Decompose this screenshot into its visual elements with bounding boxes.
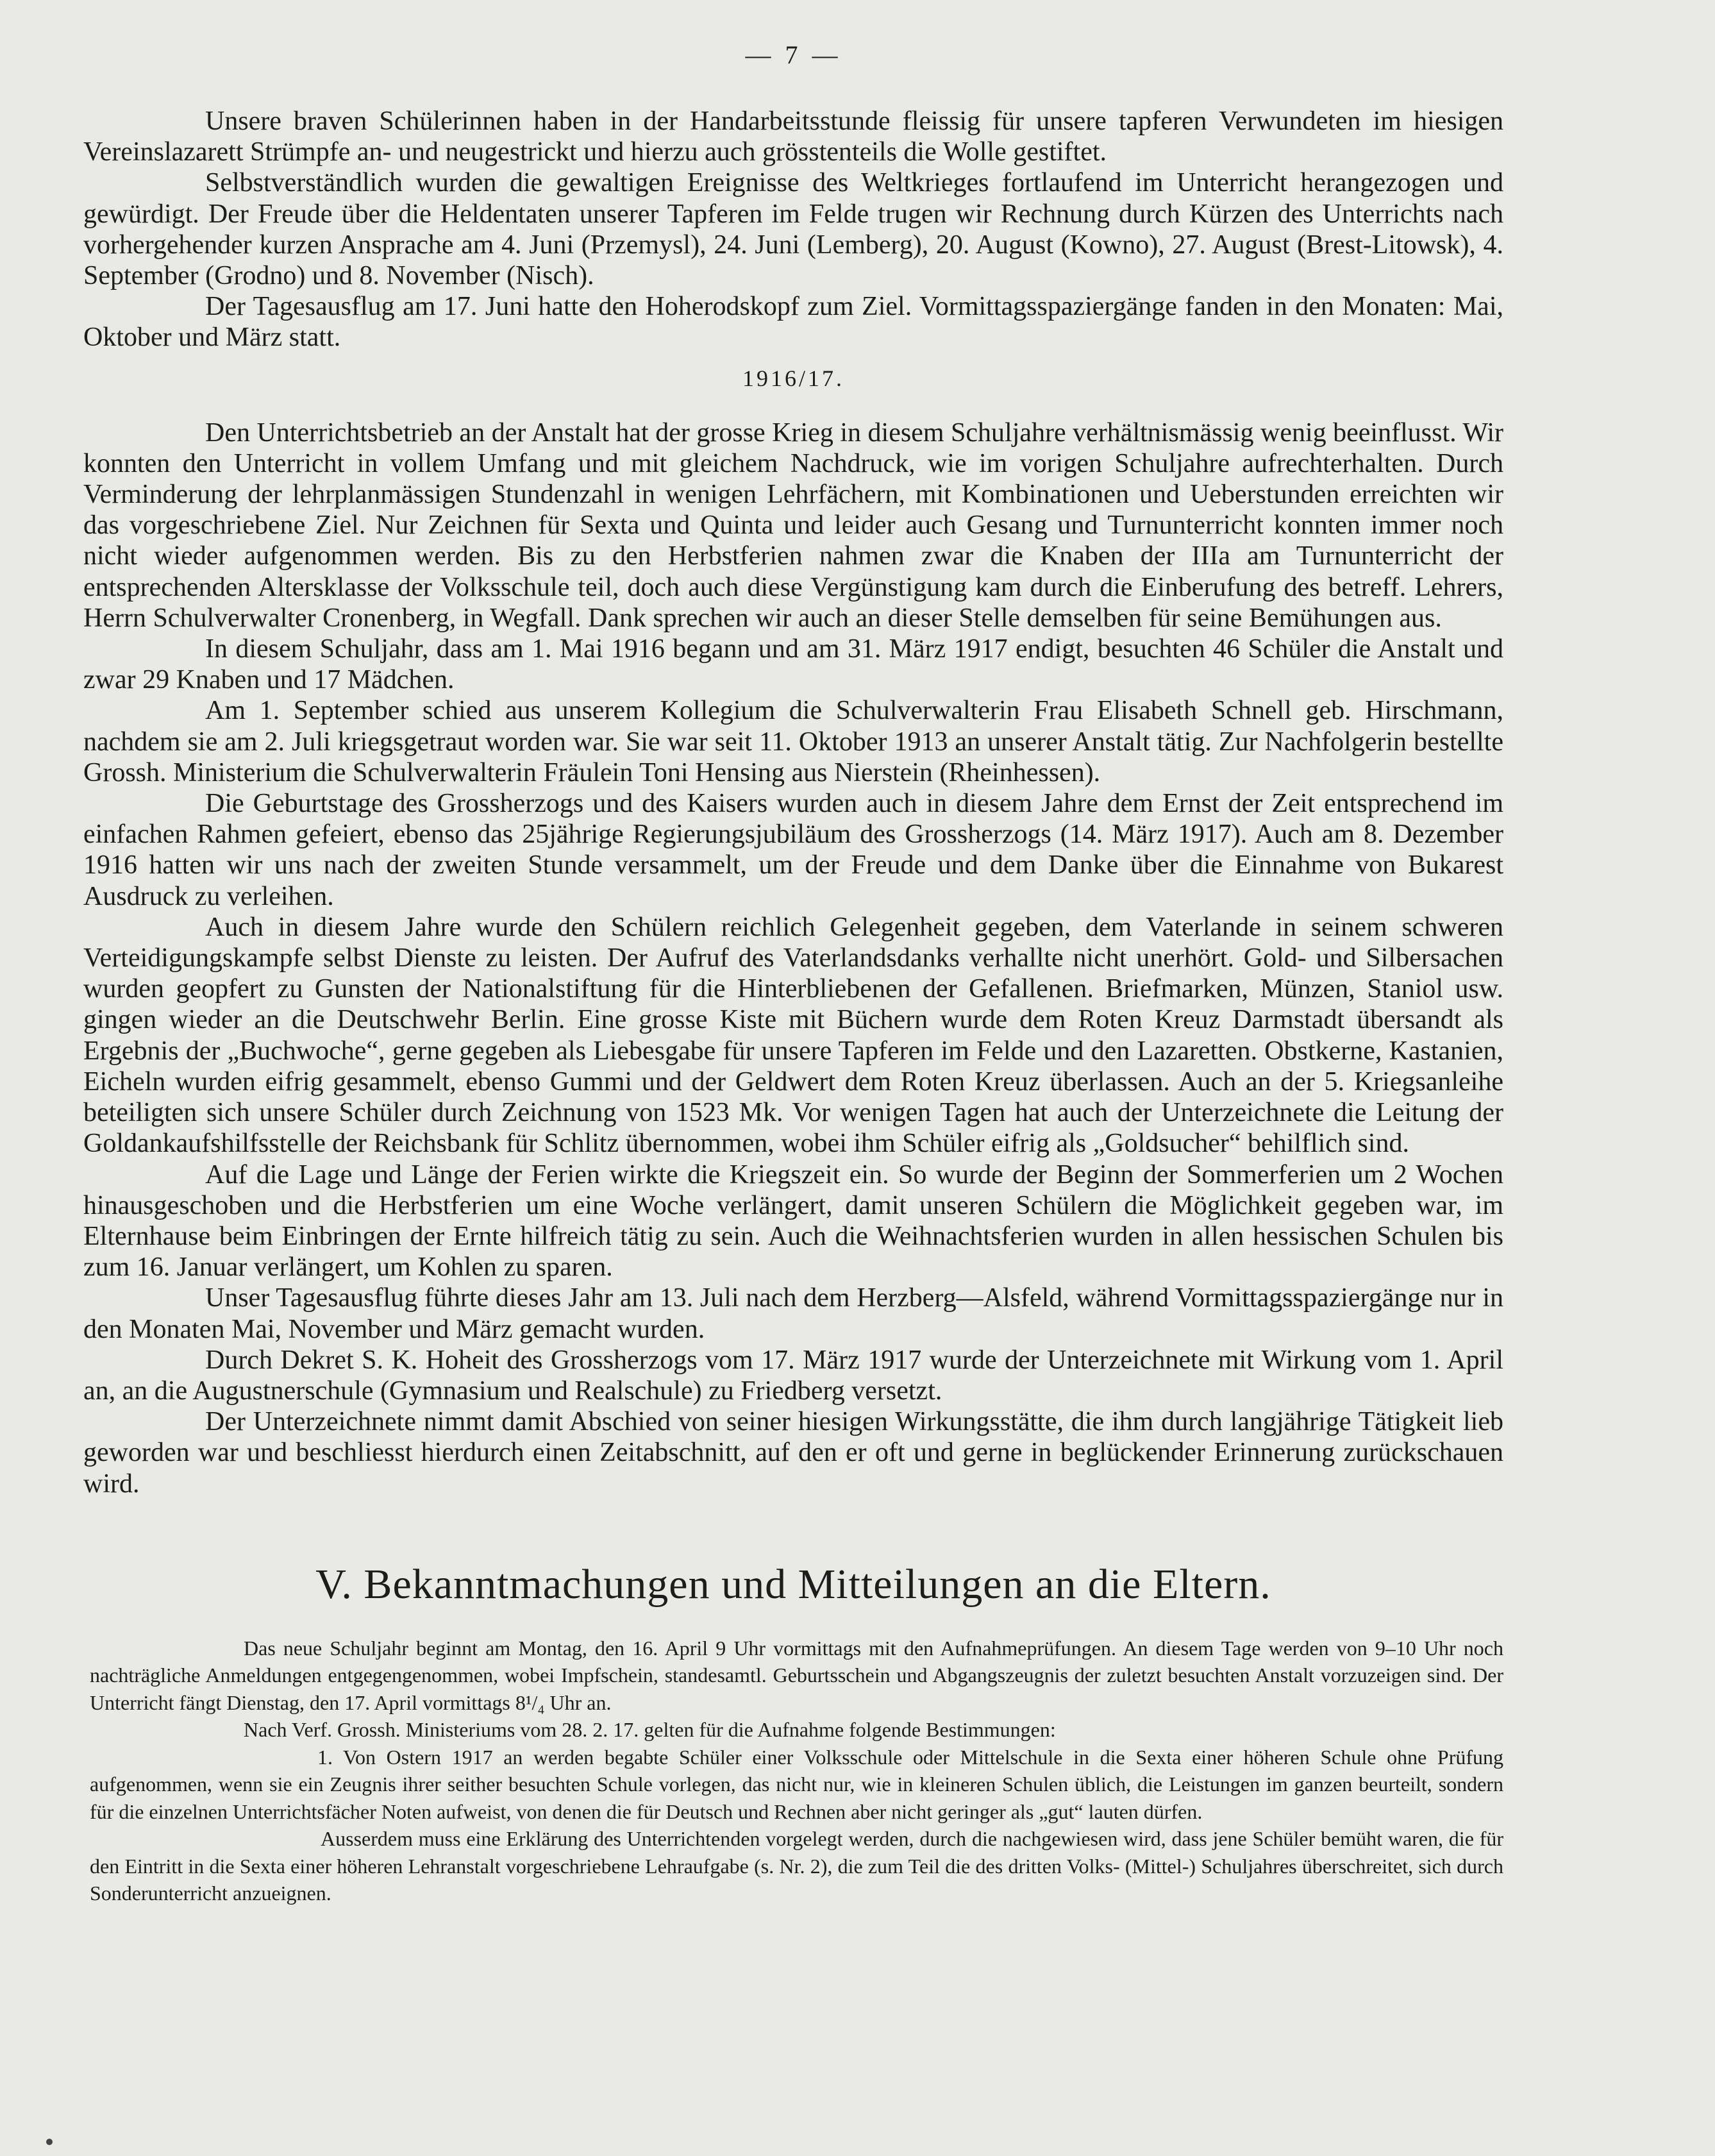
paragraph-abschied: Der Unterzeichnete nimmt damit Abschied von seiner hiesigen Wirkungsstätte, die ihm durch langjährige Tätigkeit lieb geworden war und beschliesst hierdurch einen Zeitabschnitt, auf den er oft und gerne in beglückender Erinnerung zurückschauen wird. xyxy=(83,1407,1503,1499)
paragraph-dekret: Durch Dekret S. K. Hoheit des Grossherzogs vom 17. März 1917 wurde der Unterzeichnete mit Wirkung vom 1. April an, an die Augustnerschule (Gymnasium und Realschule) zu Friedberg versetzt. xyxy=(83,1345,1503,1406)
paragraph-dienste: Auch in diesem Jahre wurde den Schülern reichlich Gelegenheit gegeben, dem Vaterlande in seinem schweren Verteidigungskampfe selbst Dienste zu leisten. Der Aufruf des Vaterlandsdanks verhallte nicht unerhört. Gold- und Silbersachen wurden geopfert zu Gunsten der Nationalstiftung für die Hinterbliebenen der Gefallenen. Briefmarken, Münzen, Staniol usw. gingen wieder an die Deutschwehr Berlin. Eine grosse Kiste mit Büchern wurde dem Roten Kreuz Darmstadt übersandt als Ergebnis der „Buchwoche“, gerne gegeben als Liebesgabe für unsere Tapferen im Felde und den Lazaretten. Obstkerne, Kastanien, Eicheln wurden eifrig gesammelt, ebenso Gummi und der Geldwert dem Roten Kreuz überlassen. Auch an der 5. Kriegsanleihe beteiligten sich unsere Schüler durch Zeichnung von 1523 Mk. Vor wenigen Tagen hat auch der Unterzeichnete die Leitung der Goldankaufshilfsstelle der Reichsbank für Schlitz übernommen, wobei ihm Schüler eifrig als „Goldsucher“ behilflich sind. xyxy=(83,912,1503,1159)
page-number: — 7 — xyxy=(745,40,842,69)
scan-speck xyxy=(46,2139,53,2145)
paragraph-weltkrieg: Selbstverständlich wurden die gewaltigen Ereignisse des Weltkrieges fortlaufend im Unterricht herangezogen und gewürdigt. Der Freude über die Heldentaten unserer Tapferen im Felde trugen wir Rechnung durch Kürzen des Unterrichts nach vorhergehender kurzen Ansprache am 4. Juni (Przemysl), 24. Juni (Lemberg), 20. August (Kowno), 27. August (Brest-Litowsk), 4. September (Grodno) und 8. November (Nisch). xyxy=(83,168,1503,291)
section-heading: V. Bekanntmachungen und Mitteilungen an die Eltern. xyxy=(315,1560,1271,1608)
paragraph-tagesausflug-1916: Unser Tagesausflug führte dieses Jahr am 13. Juli nach dem Herzberg—Alsfeld, während Vormittagsspaziergänge nur in den Monaten Mai, November und März gemacht wurden. xyxy=(83,1283,1503,1344)
year-heading: 1916/17. xyxy=(742,365,844,391)
paragraph-schuelerzahl: In diesem Schuljahr, dass am 1. Mai 1916 begann und am 31. März 1917 endigt, besuchten 46 Schüler die Anstalt und zwar 29 Knaben und 17 Mädchen. xyxy=(83,634,1503,695)
paragraph-unterrichtsbetrieb: Den Unterrichtsbetrieb an der Anstalt hat der grosse Krieg in diesem Schuljahre verhältnismässig wenig beeinflusst. Wir konnten den Unterricht in vollem Umfang und mit gleichem Nachdruck, wie im vorigen Schuljahre aufrechterhalten. Durch Verminderung der lehrplanmässigen Stundenzahl in wenigen Lehrfächern, mit Kombinationen und Ueberstunden erreichten wir das vorgeschriebene Ziel. Nur Zeichnen für Sexta und Quinta und leider auch Gesang und Turnunterricht konnten immer noch nicht wieder aufgenommen werden. Bis zu den Herbstferien nahmen zwar die Knaben der IIIa am Turnunterricht der entsprechenden Altersklasse der Volksschule teil, doch auch diese Vergünstigung kam durch die Einberufung des betreff. Lehrers, Herrn Schulverwalter Cronenberg, in Wegfall. Dank sprechen wir auch an dieser Stelle demselben für seine Bemühungen aus. xyxy=(83,417,1503,633)
notice-schuljahr: Das neue Schuljahr beginnt am Montag, den 16. April 9 Uhr vormittags mit den Aufnahmeprüfungen. An diesem Tage werden von 9–10 Uhr noch nachträgliche Anmeldungen entgegengenommen, wobei Impfschein, standesamtl. Geburtsschein und Abgangszeugnis der zuletzt besuchten Anstalt vorzuzeigen sind. Der Unterricht fängt Dienstag, den 17. April vormittags 8¹/₄ Uhr an. xyxy=(90,1636,1503,1714)
paragraph-geburtstage: Die Geburtstage des Grossherzogs und des Kaisers wurden auch in diesem Jahre dem Ernst der Zeit entsprechend im einfachen Rahmen gefeiert, ebenso das 25jährige Regierungsjubiläum des Grossherzogs (14. März 1917). Auch am 8. Dezember 1916 hatten wir uns nach der zweiten Stunde versammelt, um der Freude und dem Danke über die Einnahme von Bukarest Ausdruck zu verleihen. xyxy=(83,789,1503,911)
paragraph-tagesausflug-1915: Der Tagesausflug am 17. Juni hatte den Hoherodskopf zum Ziel. Vormittagsspaziergänge fanden in den Monaten: Mai, Oktober und März statt. xyxy=(83,292,1503,353)
rule-1: 1. Von Ostern 1917 an werden begabte Schüler einer Volksschule oder Mittelschule in die Sexta einer höheren Schule ohne Prüfung aufgenommen, wenn sie ein Zeugnis ihrer seither besuchten Schule vorlegen, das nicht nur, wie in kleineren Schulen üblich, die Leistungen im ganzen beurteilt, sondern für die einzelnen Unterrichtsfächer Noten aufweist, von denen die für Deutsch und Rechnen aber nicht geringer als „gut“ lauten dürfen. xyxy=(90,1745,1503,1823)
notice-bestimmungen: Nach Verf. Grossh. Ministeriums vom 28. 2. 17. gelten für die Aufnahme folgende Bestimmungen: xyxy=(244,1718,1056,1742)
paragraph-kollegium: Am 1. September schied aus unserem Kollegium die Schulverwalterin Frau Elisabeth Schnell geb. Hirschmann, nachdem sie am 2. Juli kriegsgetraut worden war. Sie war seit 11. Oktober 1913 an unserer Anstalt tätig. Zur Nachfolgerin bestellte Grossh. Ministerium die Schulverwalterin Fräulein Toni Hensing aus Nierstein (Rheinhessen). xyxy=(83,696,1503,787)
paragraph-ferien: Auf die Lage und Länge der Ferien wirkte die Kriegszeit ein. So wurde der Beginn der Sommerferien um 2 Wochen hinausgeschoben und die Herbstferien um eine Woche verlängert, damit unseren Schülern die Möglichkeit gegeben war, im Elternhause beim Einbringen der Ernte hilfreich tätig zu sein. Auch die Weihnachtsferien wurden in allen hessischen Schulen bis zum 16. Januar verlängert, um Kohlen zu sparen. xyxy=(83,1159,1503,1283)
paragraph-handarbeit: Unsere braven Schülerinnen haben in der Handarbeitsstunde fleissig für unsere tapferen Verwundeten im hiesigen Vereinslazarett Strümpfe an- und neugestrickt und hierzu auch grösstenteils die Wolle gestiftet. xyxy=(83,106,1503,167)
rule-1-continued: Ausserdem muss eine Erklärung des Unterrichtenden vorgelegt werden, durch die nachgewiesen wird, dass jene Schüler bemüht waren, die für den Eintritt in die Sexta einer höheren Lehranstalt vorgeschriebene Lehraufgabe (s. Nr. 2), die zum Teil die des dritten Volks- (Mittel-) Schuljahres überschreitet, sich durch Sonderunterricht anzueignen. xyxy=(90,1827,1503,1905)
